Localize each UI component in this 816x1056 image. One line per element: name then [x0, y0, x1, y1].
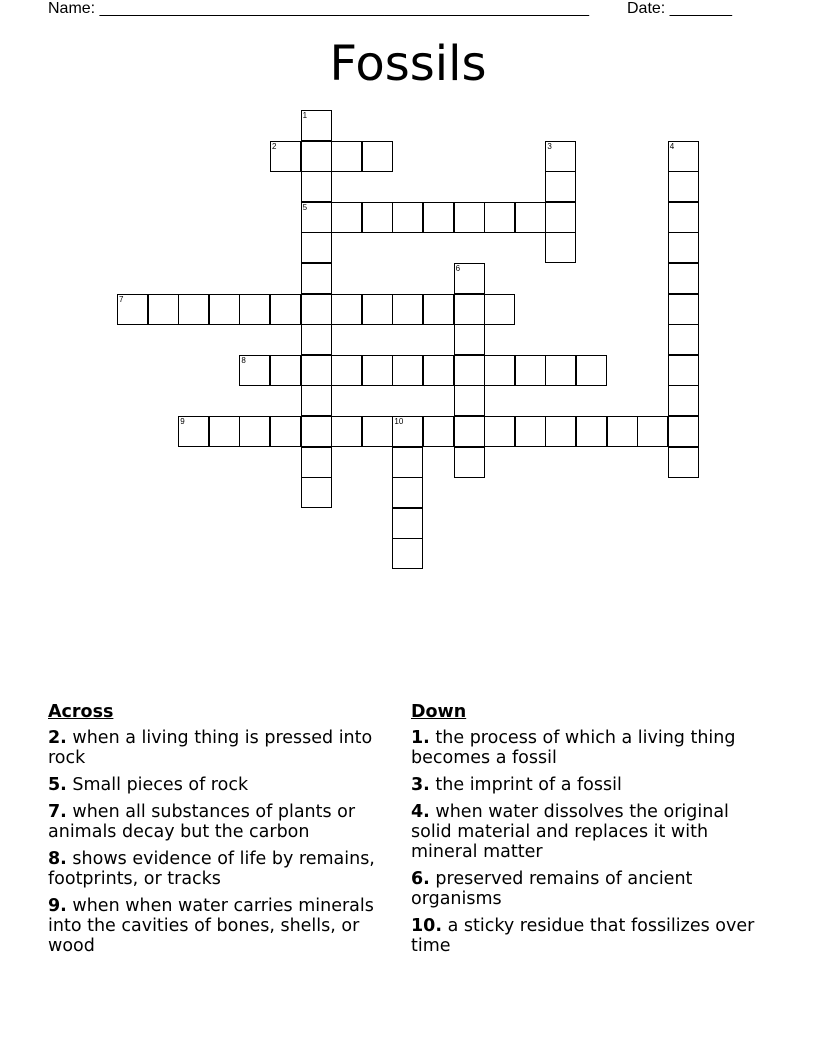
- cell-number: 8: [241, 355, 246, 365]
- crossword-cell[interactable]: [484, 202, 515, 233]
- clue-text: when when water carries minerals into the cavities of bones, shells, or wood: [48, 896, 374, 956]
- crossword-cell[interactable]: [331, 294, 362, 325]
- crossword-cell[interactable]: [576, 355, 607, 386]
- crossword-cell[interactable]: [668, 324, 699, 355]
- across-clue: [48, 849, 383, 889]
- crossword-cell[interactable]: [454, 385, 485, 416]
- crossword-cell[interactable]: [331, 202, 362, 233]
- crossword-cell[interactable]: [362, 416, 393, 447]
- crossword-cell[interactable]: [668, 294, 699, 325]
- crossword-cell[interactable]: [209, 416, 240, 447]
- crossword-cell[interactable]: [392, 202, 423, 233]
- down-clue: [411, 916, 756, 956]
- crossword-cell[interactable]: [331, 141, 362, 172]
- crossword-cell[interactable]: [301, 385, 332, 416]
- crossword-cell[interactable]: [239, 416, 270, 447]
- clue-number: 3.: [411, 775, 430, 795]
- crossword-cell[interactable]: [668, 171, 699, 202]
- across-clue: [48, 728, 383, 768]
- crossword-cell[interactable]: [668, 202, 699, 233]
- crossword-cell[interactable]: [331, 355, 362, 386]
- crossword-cell[interactable]: [576, 416, 607, 447]
- crossword-cell[interactable]: [545, 202, 576, 233]
- crossword-cell[interactable]: [239, 355, 270, 386]
- clue-text: preserved remains of ancient organisms: [411, 869, 693, 909]
- down-clue: [411, 802, 756, 862]
- crossword-cell[interactable]: [392, 477, 423, 508]
- cell-number: 6: [455, 264, 461, 273]
- cell-number: 5: [302, 202, 308, 212]
- crossword-cell[interactable]: [454, 202, 485, 233]
- crossword-cell[interactable]: [331, 416, 362, 447]
- crossword-cell[interactable]: [423, 294, 454, 325]
- crossword-cell[interactable]: [301, 141, 332, 172]
- crossword-cell[interactable]: [607, 416, 638, 447]
- crossword-cell[interactable]: [454, 324, 485, 355]
- crossword-cell[interactable]: [637, 416, 668, 447]
- clue-text: Small pieces of rock: [72, 775, 249, 795]
- crossword-cell[interactable]: [515, 355, 546, 386]
- crossword-cell[interactable]: [301, 416, 332, 447]
- crossword-cell[interactable]: [362, 141, 393, 172]
- crossword-cell[interactable]: [301, 477, 332, 508]
- crossword-cell[interactable]: [454, 416, 485, 447]
- crossword-cell[interactable]: [392, 508, 423, 539]
- across-heading: Across: [48, 702, 114, 722]
- cell-number: 3: [547, 141, 552, 151]
- crossword-cell[interactable]: [423, 416, 454, 447]
- crossword-cell[interactable]: [362, 355, 393, 386]
- crossword-cell[interactable]: [668, 232, 699, 263]
- cell-number: 9: [180, 417, 185, 426]
- crossword-cell[interactable]: [668, 141, 699, 172]
- date-field-label: Date: _______: [627, 0, 732, 17]
- crossword-cell[interactable]: [392, 294, 423, 325]
- clue-text: when a living thing is pressed into rock: [48, 728, 373, 768]
- crossword-cell[interactable]: [362, 294, 393, 325]
- cell-number: 7: [119, 294, 124, 304]
- clue-number: 5.: [48, 775, 67, 795]
- crossword-cell[interactable]: [301, 447, 332, 478]
- crossword-cell[interactable]: [545, 232, 576, 263]
- name-field-label: Name: _______________________________________________________: [48, 0, 589, 17]
- clue-text: the process of which a living thing becomes a fossil: [411, 728, 736, 768]
- crossword-cell[interactable]: [301, 324, 332, 355]
- down-heading: Down: [411, 702, 467, 722]
- crossword-cell[interactable]: [668, 385, 699, 416]
- crossword-cell[interactable]: [454, 447, 485, 478]
- crossword-cell[interactable]: [301, 110, 332, 141]
- cell-number: 10: [394, 417, 404, 426]
- crossword-cell[interactable]: [515, 416, 546, 447]
- crossword-cell[interactable]: [545, 355, 576, 386]
- crossword-cell[interactable]: [668, 416, 699, 447]
- down-clue: [411, 869, 756, 909]
- crossword-cell[interactable]: [392, 538, 423, 569]
- cell-number: 2: [272, 141, 277, 151]
- clue-text: when water dissolves the original solid material and replaces it with mineral matter: [411, 802, 729, 862]
- crossword-cell[interactable]: [392, 355, 423, 386]
- crossword-cell[interactable]: [515, 202, 546, 233]
- clue-text: shows evidence of life by remains, footprints, or tracks: [48, 849, 375, 889]
- crossword-cell[interactable]: [392, 447, 423, 478]
- crossword-cell[interactable]: [484, 294, 515, 325]
- crossword-cell[interactable]: [392, 416, 423, 447]
- clue-number: 6.: [411, 869, 430, 889]
- crossword-cell[interactable]: [454, 355, 485, 386]
- crossword-cell[interactable]: [209, 294, 240, 325]
- crossword-cell[interactable]: [423, 202, 454, 233]
- clue-text: when all substances of plants or animals decay but the carbon: [48, 802, 356, 842]
- clue-number: 8.: [48, 849, 67, 869]
- clue-number: 1.: [411, 728, 430, 748]
- crossword-cell[interactable]: [668, 447, 699, 478]
- crossword-cell[interactable]: [239, 294, 270, 325]
- crossword-cell[interactable]: [301, 294, 332, 325]
- clue-number: 7.: [48, 802, 67, 822]
- clue-number: 4.: [411, 802, 430, 822]
- down-clue: [411, 775, 756, 795]
- crossword-cell[interactable]: [484, 416, 515, 447]
- crossword-cell[interactable]: [454, 294, 485, 325]
- crossword-cell[interactable]: [301, 232, 332, 263]
- crossword-cell[interactable]: [270, 141, 301, 172]
- across-clue: [48, 896, 383, 956]
- crossword-cell[interactable]: [545, 416, 576, 447]
- across-clues: [48, 702, 383, 963]
- clue-text: the imprint of a fossil: [435, 775, 622, 795]
- crossword-cell[interactable]: [668, 355, 699, 386]
- crossword-cell[interactable]: [301, 355, 332, 386]
- crossword-cell[interactable]: [545, 141, 576, 172]
- crossword-cell[interactable]: [301, 263, 332, 294]
- crossword-cell[interactable]: [454, 263, 485, 294]
- crossword-cell[interactable]: [545, 171, 576, 202]
- down-clue: [411, 728, 756, 768]
- crossword-cell[interactable]: [668, 263, 699, 294]
- crossword-cell[interactable]: [117, 294, 148, 325]
- clue-number: 2.: [48, 728, 67, 748]
- crossword-cell[interactable]: [270, 416, 301, 447]
- cell-number: 4: [669, 141, 675, 151]
- crossword-cell[interactable]: [148, 294, 179, 325]
- clue-number: 9.: [48, 896, 67, 916]
- crossword-cell[interactable]: [484, 355, 515, 386]
- clue-text: a sticky residue that fossilizes over time: [411, 916, 755, 956]
- clue-number: 10.: [411, 916, 443, 936]
- crossword-cell[interactable]: [423, 355, 454, 386]
- cell-number: 1: [302, 111, 308, 120]
- across-clue: [48, 775, 383, 795]
- across-clue: [48, 802, 383, 842]
- crossword-cell[interactable]: [270, 294, 301, 325]
- page-title: Fossils: [329, 36, 487, 92]
- crossword-cell[interactable]: [178, 416, 209, 447]
- crossword-cell[interactable]: [301, 202, 332, 233]
- crossword-cell[interactable]: [362, 202, 393, 233]
- crossword-cell[interactable]: [270, 355, 301, 386]
- crossword-cell[interactable]: [178, 294, 209, 325]
- crossword-cell[interactable]: [301, 171, 332, 202]
- down-clues: [411, 702, 756, 963]
